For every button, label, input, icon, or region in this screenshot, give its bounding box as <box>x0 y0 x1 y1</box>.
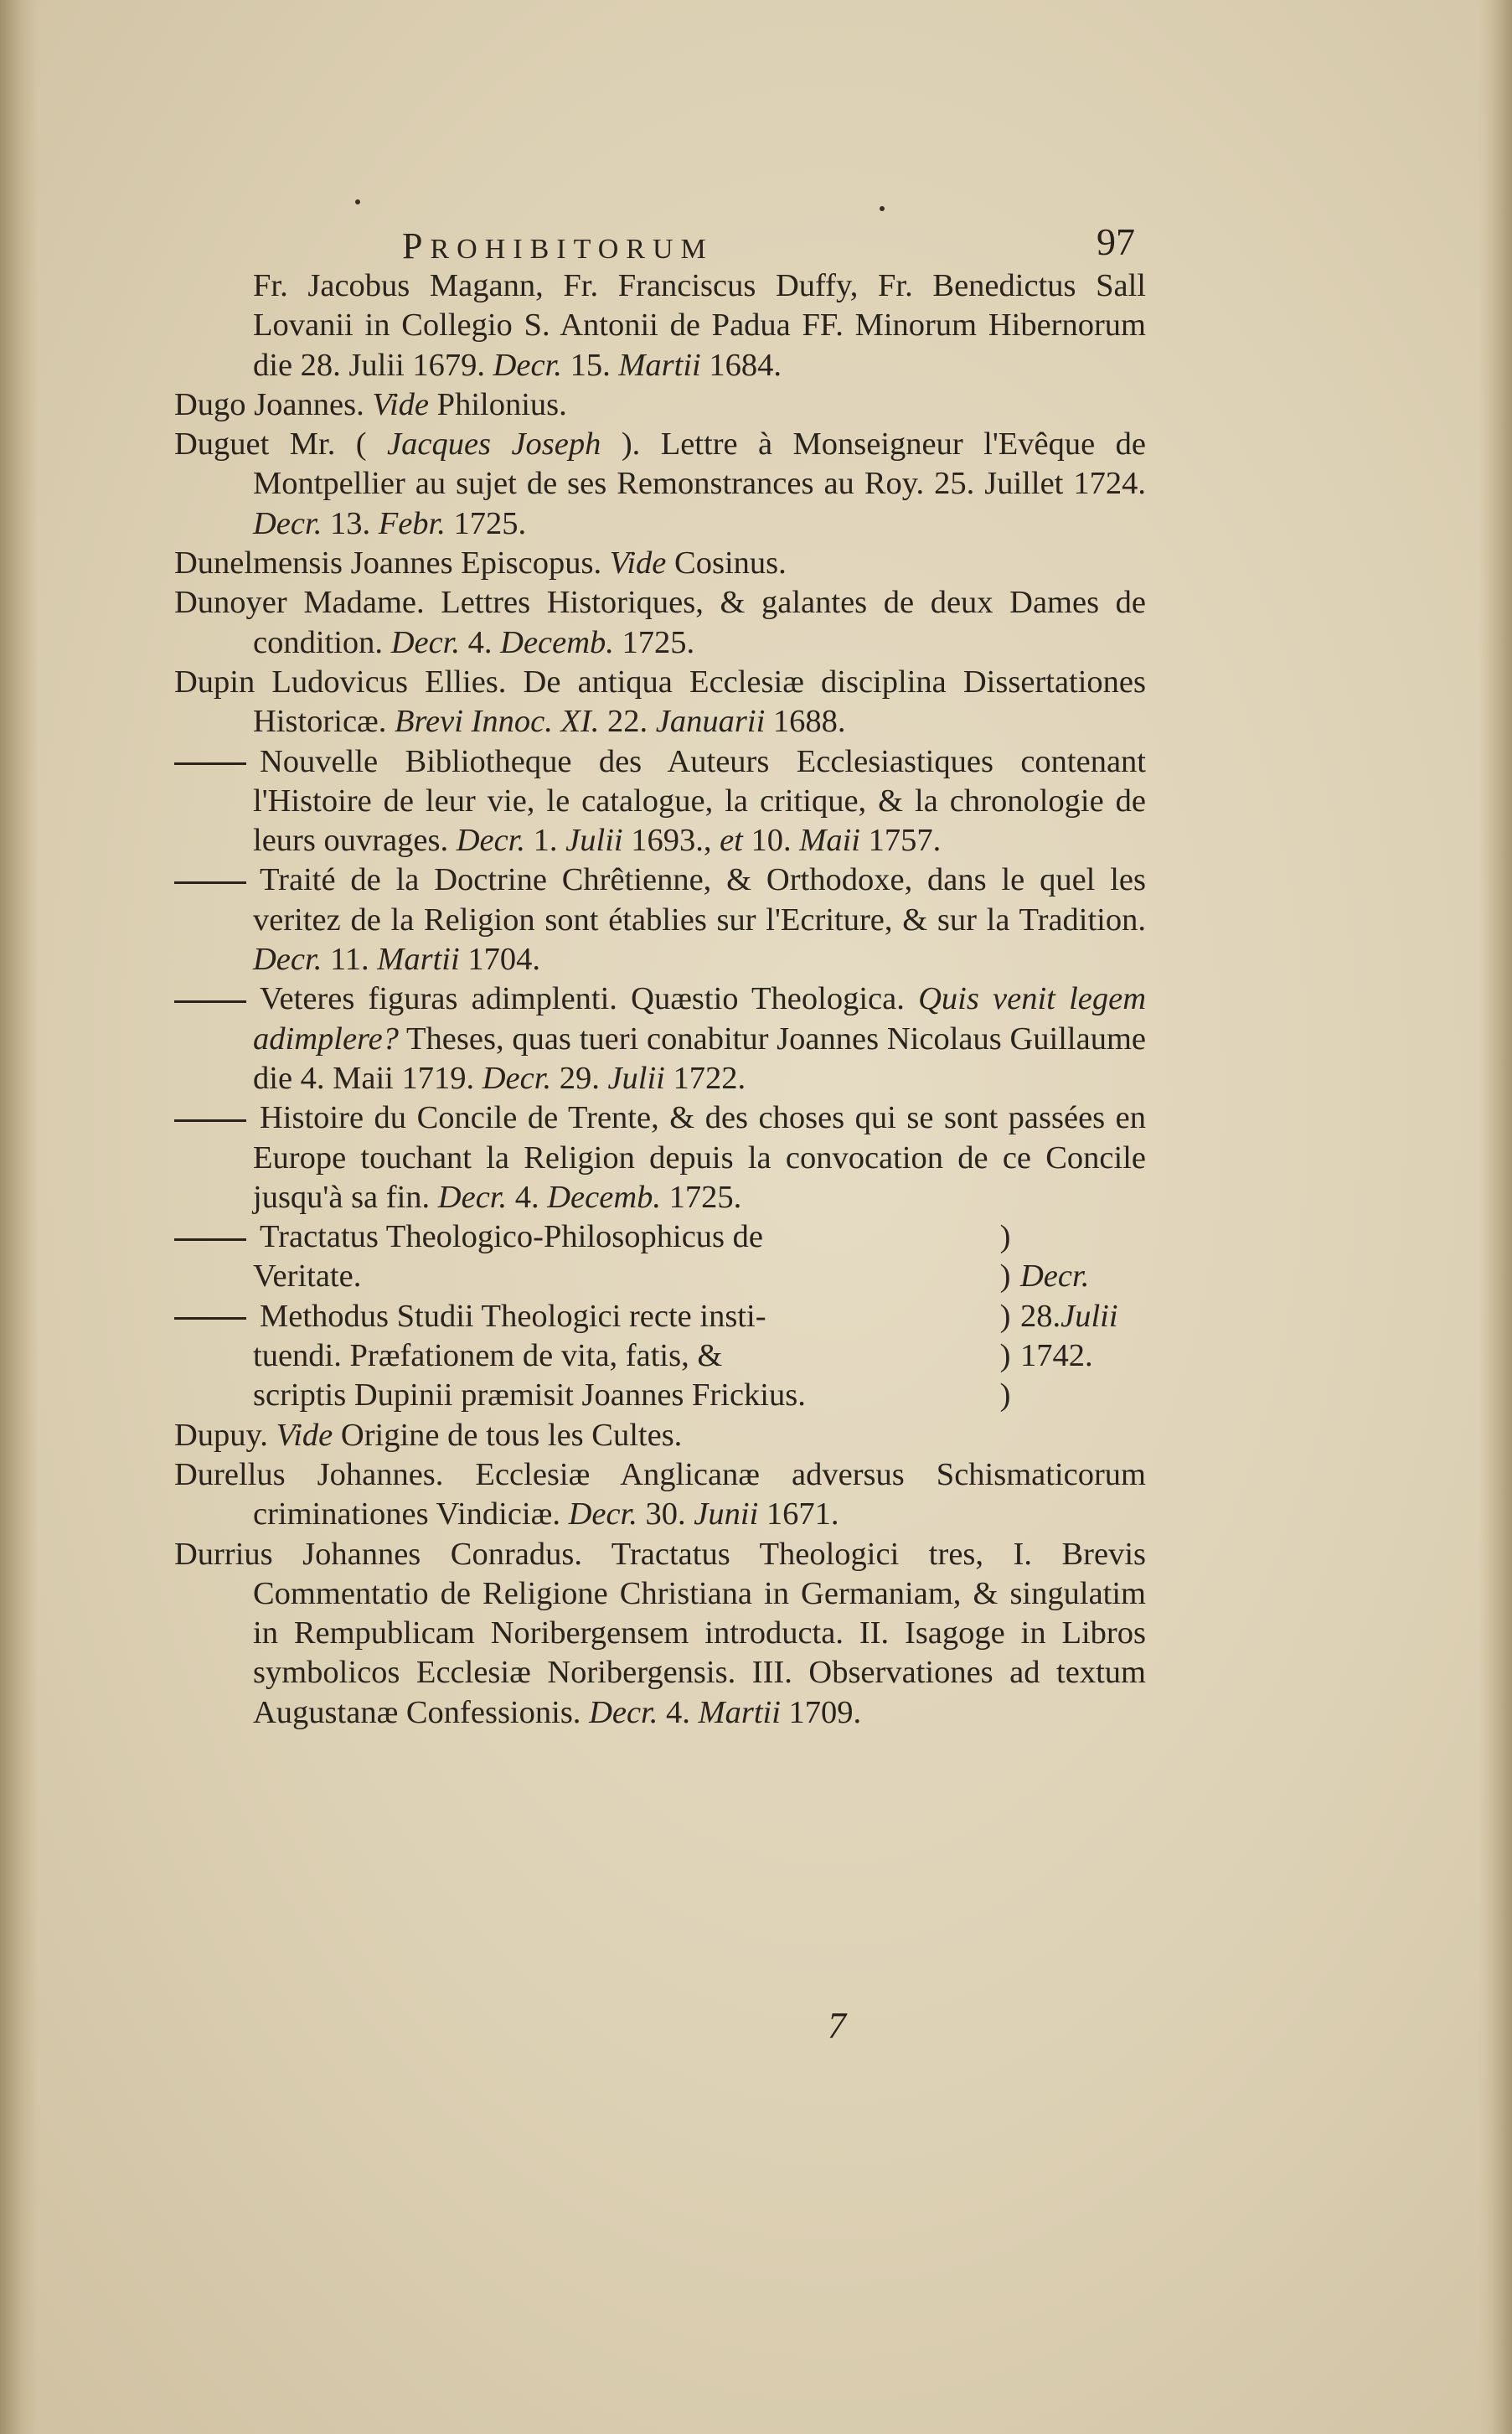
entry-dupin-traite-doctrine: Traité de la Doctrine Chrêtienne, & Orthodoxe, dans le quel les veritez de la Religion sont établies sur l'Ecriture, & sur la Tradition. Decr. 11. Martii 1704. <box>174 860 1146 979</box>
signature-mark: 7 <box>828 2005 846 2046</box>
continuation-entry: Fr. Jacobus Magann, Fr. Franciscus Duffy, Fr. Benedictus Sall Lovanii in Collegio S. Antonii de Padua FF. Minorum Hibernorum die 28. Julii 1679. Decr. 15. Martii 1684. <box>253 268 1146 383</box>
entry-dunoyer: Dunoyer Madame. Lettres Historiques, & galantes de deux Dames de condition. Decr. 4. Decemb. 1725. <box>174 585 1146 660</box>
entry-dupin-histoire-concile: Histoire du Concile de Trente, & des choses qui se sont passées en Europe touchant la Religion depuis la convocation de ce Concile jusqu'à sa fin. Decr. 4. Decemb. 1725. <box>174 1098 1146 1217</box>
entry-duguet: Duguet Mr. ( Jacques Joseph ). Lettre à Monseigneur l'Evêque de Montpellier au sujet de ses Remonstrances au Roy. 25. Juillet 1724. Decr. 13. Febr. 1725. <box>174 426 1146 541</box>
entry-durellus: Durellus Johannes. Ecclesiæ Anglicanæ adversus Schismaticorum criminationes Vindiciæ. Decr. 30. Junii 1671. <box>174 1456 1146 1532</box>
repeat-dash <box>174 762 246 765</box>
page-number: 97 <box>1097 220 1135 263</box>
ink-speck <box>880 206 885 211</box>
repeat-dash <box>174 1119 246 1122</box>
page-right-edge <box>1478 0 1512 2434</box>
entry-dunelmensis: Dunelmensis Joannes Episcopus. Vide Cosinus. <box>174 545 787 581</box>
repeat-dash <box>174 1000 246 1003</box>
repeat-dash <box>174 1317 246 1320</box>
ink-speck <box>355 199 360 204</box>
entry-dupin-nouvelle-bibliotheque: Nouvelle Bibliotheque des Auteurs Ecclesiastiques contenant l'Histoire de leur vie, le catalogue, la critique, & la chronologie de leurs ouvrages. Decr. 1. Julii 1693., et 10. Maii 1757. <box>174 742 1146 861</box>
entry-dupin-veteres-figuras: Veteres figuras adimplenti. Quæstio Theologica. Quis venit legem adimplere? Theses, quas tueri conabitur Joannes Nicolaus Guillaume die 4. Maii 1719. Decr. 29. Julii 1722. <box>174 979 1146 1098</box>
entry-dugo: Dugo Joannes. Vide Philonius. <box>174 386 567 422</box>
entry-dupin: Dupin Ludovicus Ellies. De antiqua Ecclesiæ disciplina Dissertationes Historicæ. Brevi Innoc. XI. 22. Januarii 1688. <box>174 664 1146 740</box>
entry-durrius: Durrius Johannes Conradus. Tractatus Theologici tres, I. Brevis Commentatio de Religione Christiana in Germaniam, & singulatim in Rempublicam Noribergensem introducta. II. Isagoge in Libros symbolicos Ecclesiæ Noribergensis. III. Observationes ad textum Augustanæ Confessionis. Decr. 4. Martii 1709. <box>174 1536 1146 1730</box>
entry-dupuy: Dupuy. Vide Origine de tous les Cultes. <box>174 1417 683 1453</box>
entry-dupin-bracketed-group: Tractatus Theologico-Philosophicus de ) Veritate. ) Decr. Methodus Studii Theologici recte insti- ) 28.Julii tuendi. Præfationem de vita, fatis, & ) 1742. scriptis Dupinii præmisit Joannes Frickius. ) <box>174 1217 1146 1415</box>
repeat-dash <box>174 1238 246 1241</box>
page-header <box>172 220 1143 270</box>
page-left-edge <box>0 0 39 2434</box>
running-head: PROHIBITORUM <box>402 225 714 266</box>
repeat-dash <box>174 881 246 884</box>
index-text <box>174 266 1146 1733</box>
